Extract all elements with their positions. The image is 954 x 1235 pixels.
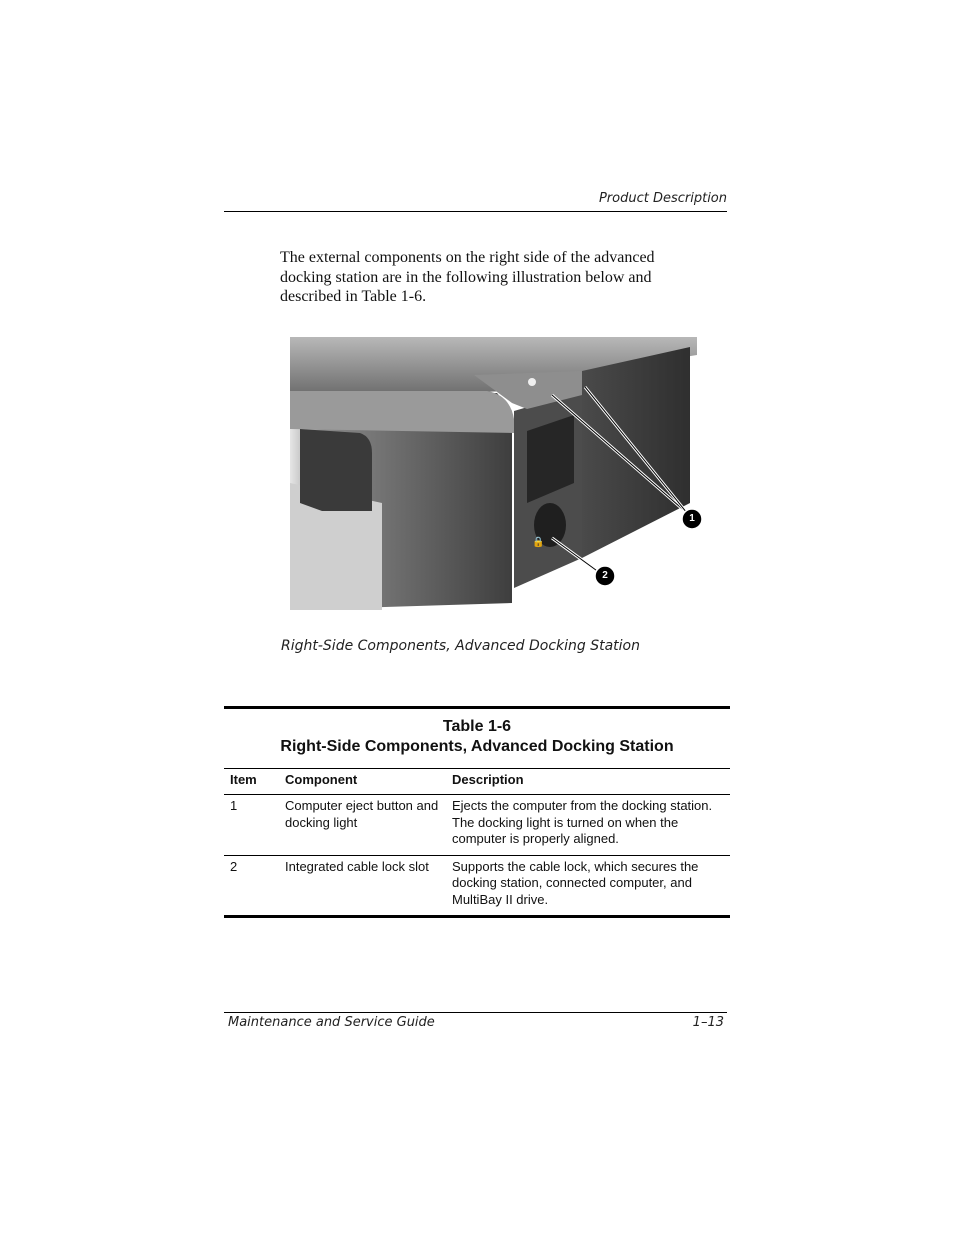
intro-paragraph: The external components on the right side of the advanced docking station are in the following illustration below and described in Table 1-6. [280,249,655,305]
cell-description: Supports the cable lock, which secures the docking station, connected computer, and MultiBay II drive. [446,855,730,917]
footer-guide-title: Maintenance and Service Guide [228,1015,435,1030]
column-header-component: Component [279,769,446,795]
figure-caption: Right-Side Components, Advanced Docking Station [281,638,640,654]
docking-station-drawing [282,333,727,610]
callout-2-label: 2 [602,570,608,581]
footer-page-number: 1–13 [692,1015,724,1030]
svg-text:🔒: 🔒 [532,537,545,548]
running-header: Product Description [598,191,727,206]
callout-1-label: 1 [689,513,695,524]
footer-rule [224,1012,727,1013]
docking-station-illustration [282,333,727,610]
column-header-item: Item [224,769,279,795]
cell-item: 1 [224,795,279,856]
table-row [224,855,730,917]
table-header-row [224,769,730,795]
table-number: Table 1-6 [442,718,512,735]
table-caption: Right-Side Components, Advanced Docking Station [280,738,674,755]
components-table [224,768,730,918]
header-rule [224,211,727,212]
cell-item: 2 [224,855,279,917]
cell-component: Computer eject button and docking light [279,795,446,856]
table-row [224,795,730,856]
cell-description: Ejects the computer from the docking station. The docking light is turned on when the computer is properly aligned. [446,795,730,856]
column-header-description: Description [446,769,730,795]
components-table-block [224,706,730,918]
table-title [224,709,730,768]
cell-component: Integrated cable lock slot [279,855,446,917]
